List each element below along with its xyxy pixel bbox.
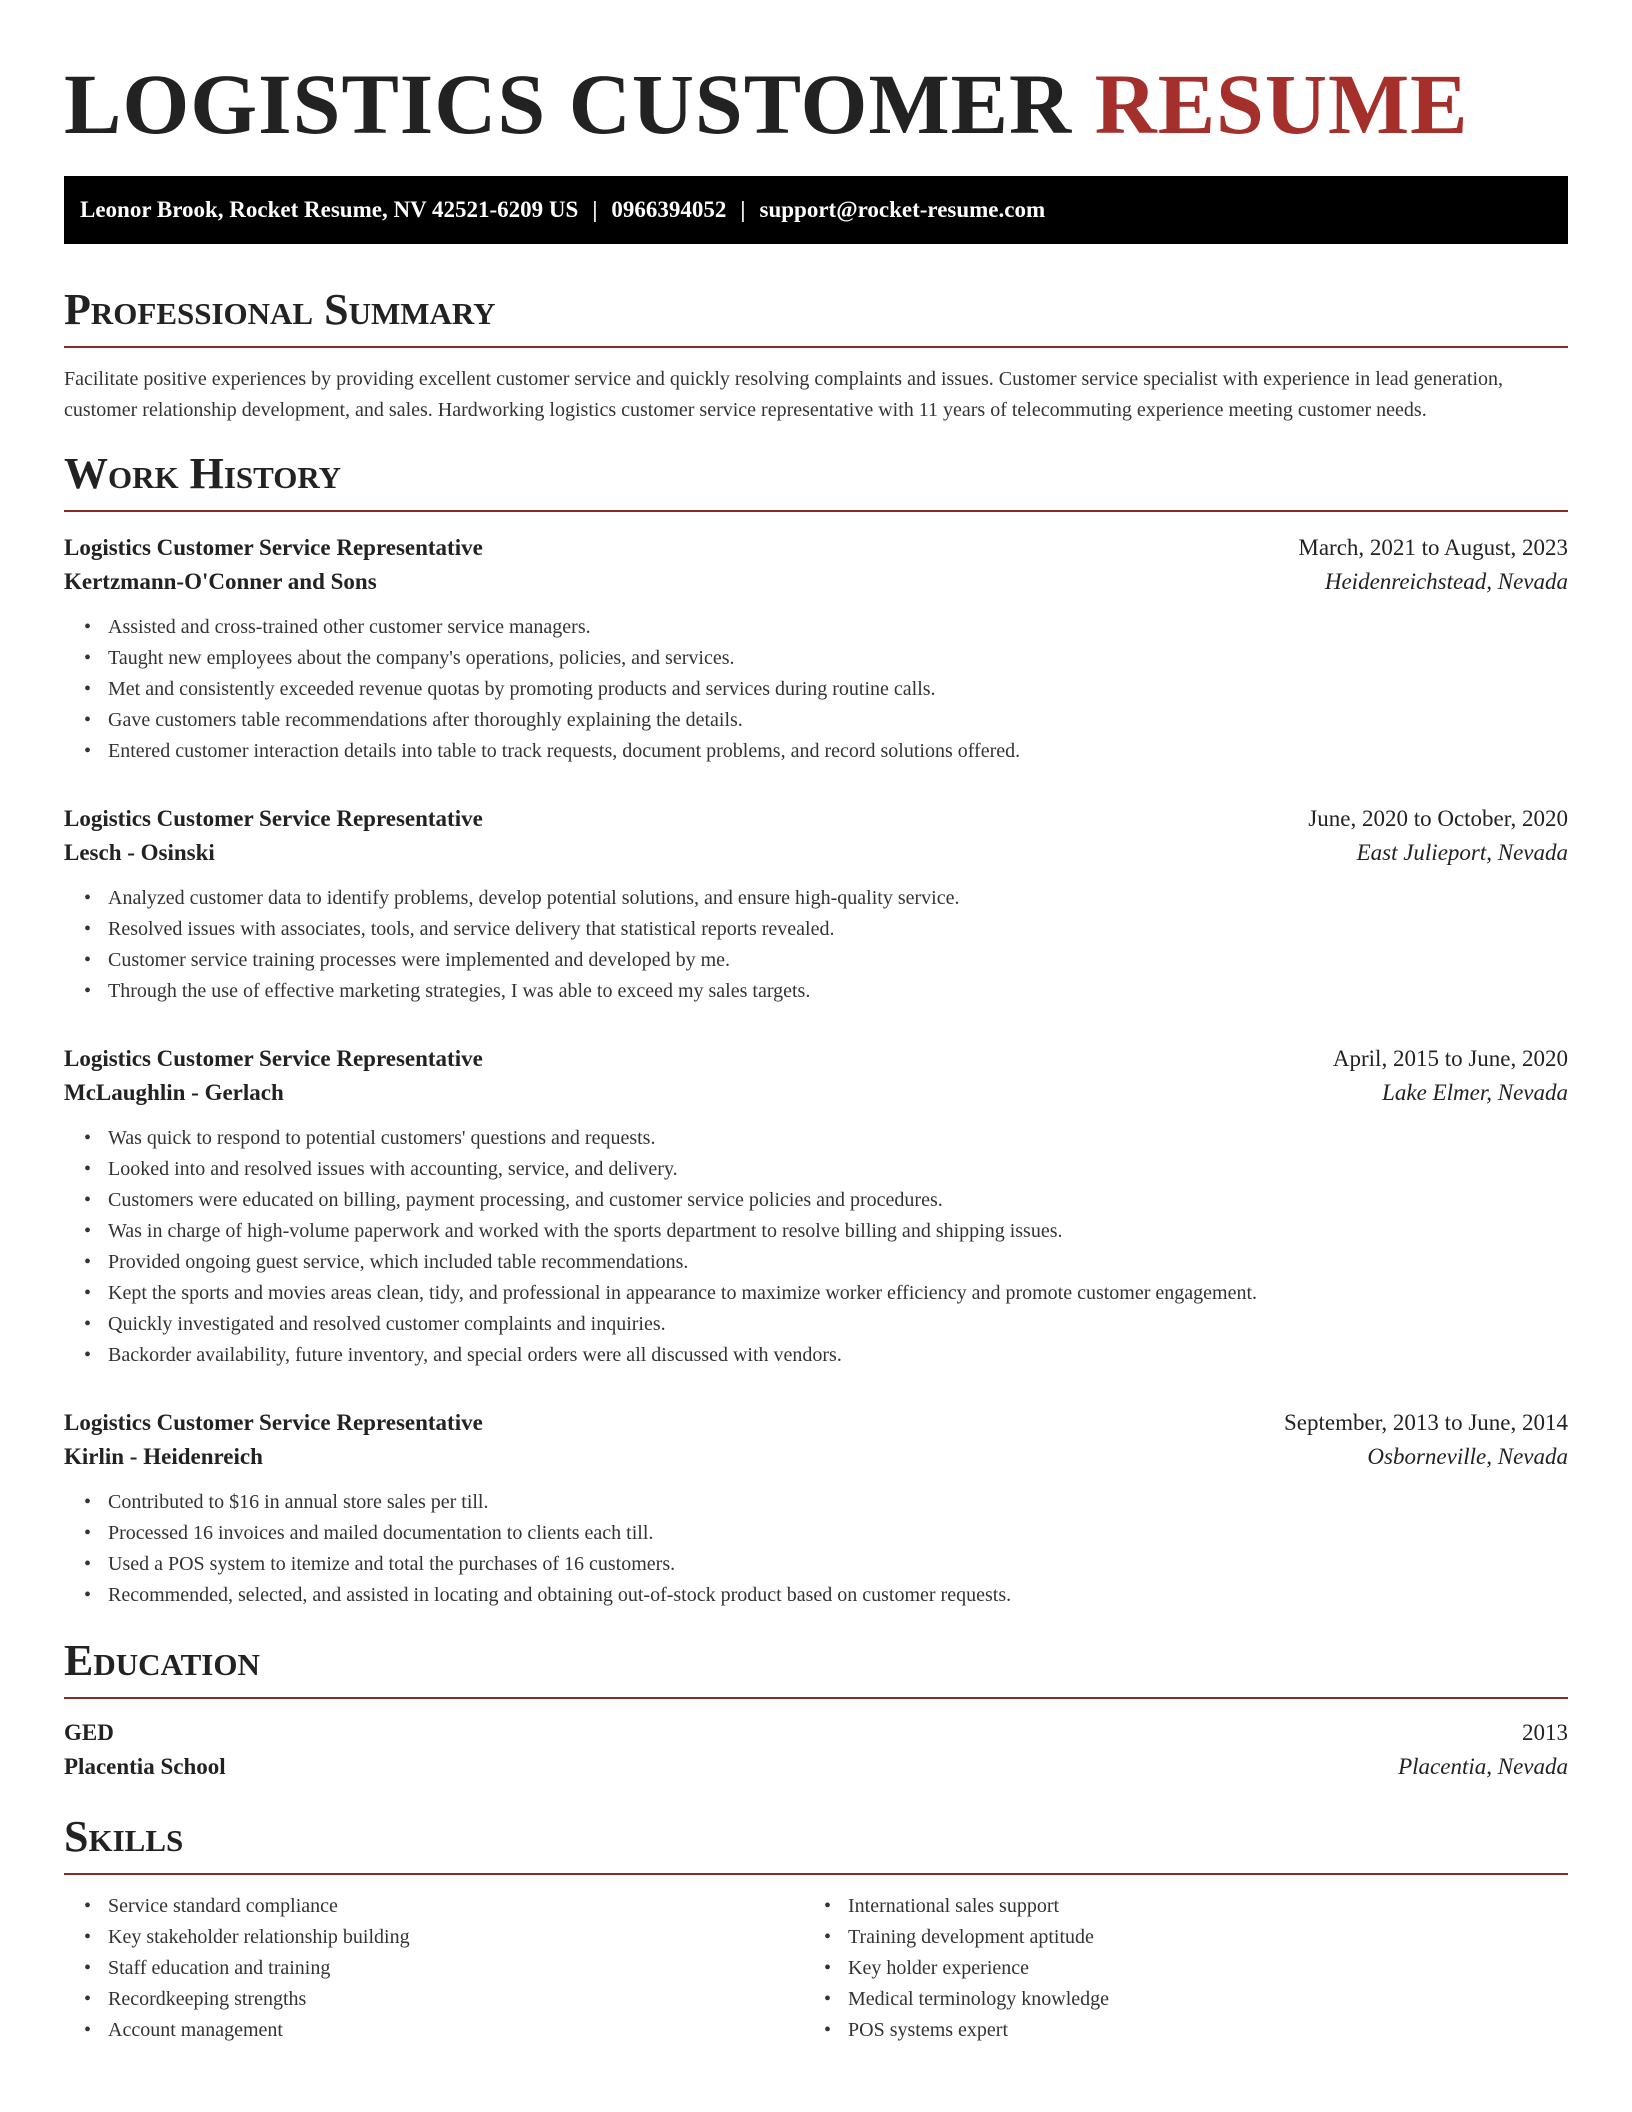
job-bullet: • Through the use of effective marketing strategies, I was able to exceed my sales targets. (84, 976, 1568, 1007)
job-bullet: • Assisted and cross-trained other customer service managers. (84, 612, 1568, 643)
skill-item: • Service standard compliance (84, 1891, 804, 1922)
job-entry (64, 1407, 1568, 1611)
education-entry (64, 1717, 1568, 1785)
job-company-row (64, 564, 1568, 600)
job-bullet: • Processed 16 invoices and mailed documentation to clients each till. (84, 1518, 1568, 1549)
job-location: Heidenreichstead, Nevada (1324, 569, 1568, 594)
contact-phone: 0966394052 (611, 197, 727, 222)
job-bullet: • Analyzed customer data to identify problems, develop potential solutions, and ensure high-quality service. (84, 883, 1568, 914)
job-location: Osborneville, Nevada (1367, 1444, 1568, 1469)
job-bullet-list (64, 883, 1568, 1007)
job-bullet: • Was quick to respond to potential customers' questions and requests. (84, 1123, 1568, 1154)
contact-email: support@rocket-resume.com (759, 197, 1046, 222)
skill-item: • Account management (84, 2015, 804, 2046)
section-heading-summary: Professional Summary (64, 284, 1568, 348)
job-bullet: • Entered customer interaction details into table to track requests, document problems, and record solutions offered. (84, 736, 1568, 767)
skill-item: • POS systems expert (824, 2015, 1544, 2046)
job-bullet: • Customers were educated on billing, payment processing, and customer service policies and procedures. (84, 1185, 1568, 1216)
job-bullet: • Customer service training processes were implemented and developed by me. (84, 945, 1568, 976)
job-bullet: • Resolved issues with associates, tools, and service delivery that statistical reports revealed. (84, 914, 1568, 945)
skill-item: • Training development aptitude (824, 1922, 1544, 1953)
job-entry (64, 532, 1568, 767)
job-bullet: • Met and consistently exceeded revenue quotas by promoting products and services during routine calls. (84, 674, 1568, 705)
job-bullet: • Contributed to $16 in annual store sales per till. (84, 1487, 1568, 1518)
job-dates: June, 2020 to October, 2020 (1308, 806, 1568, 831)
job-bullet: • Quickly investigated and resolved customer complaints and inquiries. (84, 1309, 1568, 1340)
job-entry (64, 1043, 1568, 1371)
education-school: Placentia School (64, 1754, 226, 1779)
contact-separator: | (740, 197, 746, 222)
job-header-row (64, 1407, 1568, 1439)
skill-item: • Staff education and training (84, 1953, 804, 1984)
job-bullet: • Looked into and resolved issues with accounting, service, and delivery. (84, 1154, 1568, 1185)
education-degree: GED (64, 1720, 114, 1745)
job-company-row (64, 1075, 1568, 1111)
job-company: Kertzmann-O'Conner and Sons (64, 569, 377, 594)
education-year: 2013 (1522, 1720, 1568, 1745)
skill-item: • Medical terminology knowledge (824, 1984, 1544, 2015)
section-heading-skills: Skills (64, 1811, 1568, 1875)
job-company-row (64, 1439, 1568, 1475)
job-location: Lake Elmer, Nevada (1382, 1080, 1568, 1105)
job-title: Logistics Customer Service Representative (64, 1046, 483, 1071)
job-header-row (64, 1043, 1568, 1075)
job-bullet: • Was in charge of high-volume paperwork and worked with the sports department to resolve billing and shipping issues. (84, 1216, 1568, 1247)
job-bullet: • Recommended, selected, and assisted in locating and obtaining out-of-stock product based on customer requests. (84, 1580, 1568, 1611)
skill-item: • Key holder experience (824, 1953, 1544, 1984)
summary-text: Facilitate positive experiences by providing excellent customer service and quickly resolving complaints and issues. Customer service specialist with experience in lead generation, customer relationship development, and sales. Hardworking logistics customer service representative with 11 years of telecommuting experience meeting customer needs. (64, 368, 1504, 421)
contact-bar (64, 176, 1568, 244)
contact-separator: | (592, 197, 598, 222)
section-heading-education: Education (64, 1635, 1568, 1699)
title-accent: RESUME (1094, 56, 1469, 152)
job-title: Logistics Customer Service Representative (64, 535, 483, 560)
job-header-row (64, 803, 1568, 835)
job-bullet: • Kept the sports and movies areas clean, tidy, and professional in appearance to maximize worker efficiency and promote customer engagement. (84, 1278, 1568, 1309)
job-company: Kirlin - Heidenreich (64, 1444, 263, 1469)
job-bullet-list (64, 1123, 1568, 1371)
job-location: East Julieport, Nevada (1356, 840, 1568, 865)
job-company: McLaughlin - Gerlach (64, 1080, 284, 1105)
job-company: Lesch - Osinski (64, 840, 215, 865)
skill-item: • International sales support (824, 1891, 1544, 1922)
skills-column-right (804, 1891, 1544, 2046)
job-dates: March, 2021 to August, 2023 (1298, 535, 1568, 560)
skill-item: • Key stakeholder relationship building (84, 1922, 804, 1953)
job-header-row (64, 532, 1568, 564)
job-bullet: • Provided ongoing guest service, which included table recommendations. (84, 1247, 1568, 1278)
education-location: Placentia, Nevada (1398, 1754, 1568, 1779)
skills-list (64, 1891, 1568, 2046)
job-dates: April, 2015 to June, 2020 (1332, 1046, 1568, 1071)
job-bullet: • Taught new employees about the company's operations, policies, and services. (84, 643, 1568, 674)
skills-column-left (64, 1891, 804, 2046)
job-dates: September, 2013 to June, 2014 (1284, 1410, 1568, 1435)
work-history-list (64, 532, 1568, 1611)
job-bullet-list (64, 1487, 1568, 1611)
skill-item: • Recordkeeping strengths (84, 1984, 804, 2015)
resume-title (64, 56, 1568, 152)
job-bullet: • Backorder availability, future inventory, and special orders were all discussed with vendors. (84, 1340, 1568, 1371)
job-entry (64, 803, 1568, 1007)
job-title: Logistics Customer Service Representative (64, 1410, 483, 1435)
contact-address: Leonor Brook, Rocket Resume, NV 42521-6209 US (80, 197, 579, 222)
job-title: Logistics Customer Service Representative (64, 806, 483, 831)
job-bullet-list (64, 612, 1568, 767)
job-company-row (64, 835, 1568, 871)
title-main: LOGISTICS CUSTOMER (64, 56, 1073, 152)
job-bullet: • Gave customers table recommendations after thoroughly explaining the details. (84, 705, 1568, 736)
job-bullet: • Used a POS system to itemize and total the purchases of 16 customers. (84, 1549, 1568, 1580)
section-heading-work-history: Work History (64, 448, 1568, 512)
